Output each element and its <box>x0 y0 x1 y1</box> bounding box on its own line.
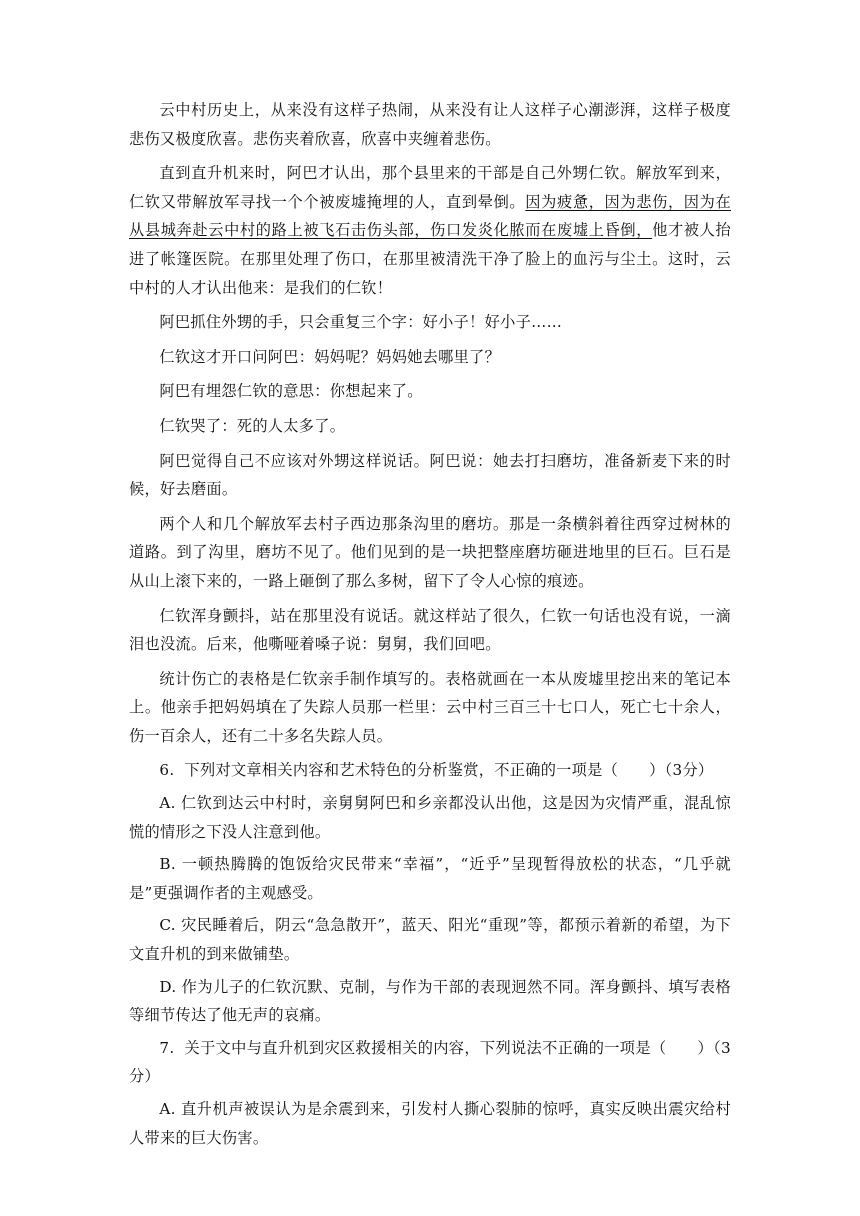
option-letter: A. <box>159 794 176 813</box>
paragraph-text: 他才被人抬进了帐篷医院。在那里处理了伤口，在那里被清洗干净了脸上的血污与尘土。这时，云中村的人才认出他来：是我们的仁钦！ <box>129 221 732 297</box>
option-letter: D. <box>159 977 177 996</box>
paragraph: 统计伤亡的表格是仁钦亲手制作填写的。表格就画在一本从废墟里挖出来的笔记本上。他亲手把妈妈填在了失踪人员那一栏里：云中村三百三十七口人，死亡七十余人，伤一百余人，还有二十多名失踪人员。 <box>129 669 731 745</box>
paragraph: 阿巴有埋怨仁钦的意思：你想起来了。 <box>159 382 423 401</box>
question-text: 下列对文章相关内容和艺术特色的分析鉴赏，不正确的一项是（ ）（3分） <box>184 761 714 780</box>
paragraph: 两个人和几个解放军去村子西边那条沟里的磨坊。那是一条横斜着往西穿过树林的道路。到了沟里，磨坊不见了。他们见到的是一块把整座磨坊砸进地里的巨石。巨石是从山上滚下来的，一路上砸倒了那么多树，留下了令人心惊的痕迹。 <box>129 514 731 590</box>
question-number: 6. <box>159 761 175 780</box>
option-letter: C. <box>159 916 176 935</box>
paragraph: 云中村历史上，从来没有这样子热闹，从来没有让人这样子心潮澎湃，这样子极度悲伤又极度欣喜。悲伤夹着欣喜，欣喜中夹缠着悲伤。 <box>129 101 731 148</box>
question-7 <box>129 1034 731 1152</box>
question-number: 7. <box>159 1038 175 1057</box>
question-6 <box>129 756 731 1029</box>
option-c <box>129 911 731 968</box>
option-text: 作为儿子的仁钦沉默、克制，与作为干部的表现迥然不同。浑身颤抖、填写表格等细节传达了他无声的哀痛。 <box>129 977 731 1025</box>
document-page <box>129 96 731 1156</box>
paragraph: 阿巴觉得自己不应该对外甥这样说话。阿巴说：她去打扫磨坊，准备新麦下来的时候，好去磨面。 <box>129 451 731 499</box>
option-letter: A. <box>159 1100 176 1118</box>
paragraph: 仁钦这才开口问阿巴：妈妈呢？妈妈她去哪里了？ <box>159 347 501 366</box>
paragraph: 阿巴抓住外甥的手，只会重复三个字：好小子！好小子…… <box>159 313 563 332</box>
option-text: 灾民睡着后，阴云“急急散开”，蓝天、阳光“重现”等，都预示着新的希望，为下文直升机的到来做铺垫。 <box>129 916 731 964</box>
paragraph-text: 直到直升机来时，阿巴才认出，那个县里来的干部是自己外甥仁钦。解放军到来，仁钦又带解放军寻找一个个被废墟掩埋的人，直到晕倒。 <box>129 164 731 211</box>
option-a <box>129 1095 731 1152</box>
paragraph: 仁钦哭了：死的人太多了。 <box>159 416 346 435</box>
question-stem <box>129 1034 731 1091</box>
question-stem <box>129 756 731 785</box>
option-b <box>129 850 731 907</box>
paragraph <box>129 159 731 302</box>
option-d <box>129 973 731 1030</box>
option-a <box>129 789 731 846</box>
paragraph: 仁钦浑身颤抖，站在那里没有说话。就这样站了很久，仁钦一句话也没有说，一滴泪也没流。后来，他嘶哑着嗓子说：舅舅，我们回吧。 <box>129 606 731 654</box>
option-letter: B. <box>159 855 176 874</box>
option-text: 仁钦到达云中村时，亲舅舅阿巴和乡亲都没认出他，这是因为灾情严重，混乱惊慌的情形之下没人注意到他。 <box>129 794 731 841</box>
question-text: 关于文中与直升机到灾区救援相关的内容，下列说法不正确的一项是（ ）（3分） <box>129 1038 731 1086</box>
option-text: 直升机声被误认为是余震到来，引发村人撕心裂肺的惊呼，真实反映出震灾给村人带来的巨大伤害。 <box>129 1100 731 1147</box>
option-text: 一顿热腾腾的饱饭给灾民带来“幸福”，“近乎”呈现暂得放松的状态，“几乎就是”更强调作者的主观感受。 <box>129 855 731 902</box>
underlined-sentence: 因为疲惫，因为悲伤，因为在从县城奔赴云中村的路上被飞石击伤头部，伤口发炎化脓而在废墟上昏倒， <box>129 192 732 240</box>
